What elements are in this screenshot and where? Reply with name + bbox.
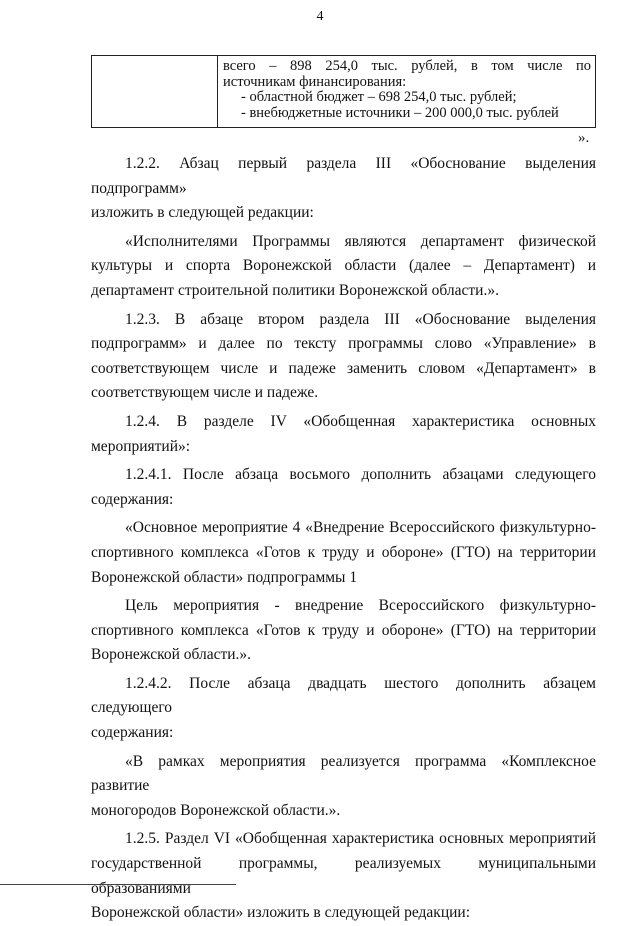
text-line: изложить в следующей редакции:	[91, 204, 314, 222]
text-line: 1.2.3. В абзаце втором раздела III «Обоснование выделения	[125, 310, 596, 328]
closing-quote: ».	[578, 130, 590, 146]
paragraph-1-2-4-2	[91, 672, 596, 746]
paragraph-1-2-4	[91, 410, 596, 459]
text-line: Воронежской области» изложить в следующей редакции:	[91, 904, 471, 922]
paragraph-1-2-5	[91, 827, 596, 925]
text-line: Воронежской области.».	[91, 646, 252, 664]
text-line: государственной программы, реализуемых муниципальными образованиями	[91, 855, 596, 897]
table-left-cell	[92, 56, 218, 128]
paragraph-1-2-4-1	[91, 463, 596, 512]
paragraph-activity-goal	[91, 594, 596, 668]
document-body	[91, 152, 596, 926]
table-line-total: всего – 898 254,0 тыс. рублей, в том числе по	[223, 58, 591, 74]
table-line-extrabudgetary: - внебюджетные источники – 200 000,0 тыс. рублей	[241, 104, 559, 121]
text-line: культуры и спорта Воронежской области (далее – Департамент) и	[91, 257, 596, 275]
text-line: содержания:	[91, 724, 174, 742]
text-line: соответствующем числе и падеже.	[91, 384, 319, 402]
financing-table	[91, 55, 596, 128]
text-line: 1.2.4. В разделе IV «Обобщенная характеристика основных	[125, 412, 596, 430]
text-line: Цель мероприятия - внедрение Всероссийского физкультурно-	[125, 597, 596, 615]
table-right-cell	[218, 56, 596, 128]
paragraph-1-2-3	[91, 308, 596, 406]
text-line: спортивного комплекса «Готов к труду и обороне» (ГТО) на территории	[91, 621, 596, 639]
text-line: спортивного комплекса «Готов к труду и обороне» (ГТО) на территории	[91, 543, 596, 561]
text-line: «Основное мероприятие 4 «Внедрение Всероссийского физкультурно-	[125, 519, 596, 537]
paragraph-1-2-2	[91, 152, 596, 226]
paragraph-executors-quote	[91, 230, 596, 304]
text-line: содержания:	[91, 490, 174, 508]
text-line: Воронежской области» подпрограммы 1	[91, 568, 358, 586]
paragraph-monotowns-quote	[91, 750, 596, 824]
page-number: 4	[316, 9, 324, 24]
table-line-regional-budget: - областной бюджет – 698 254,0 тыс. рублей;	[241, 89, 517, 106]
text-line: соответствующем числе и падеже заменить словом «Департамент» в	[91, 359, 596, 377]
paragraph-main-activity-4	[91, 516, 596, 590]
text-line: моногородов Воронежской области.».	[91, 801, 341, 819]
footer-rule	[0, 884, 236, 885]
text-line: подпрограмм» и далее по тексту программы слово «Управление» в	[91, 335, 596, 353]
text-line: департамент строительной политики Воронежской области.».	[91, 281, 499, 299]
table-row	[92, 56, 596, 128]
text-line: «В рамках мероприятия реализуется программа «Комплексное развитие	[91, 752, 596, 795]
text-line: «Исполнителями Программы являются департамент физической	[125, 232, 596, 250]
table-line-sources: источникам финансирования:	[223, 73, 407, 90]
text-line: 1.2.4.1. После абзаца восьмого дополнить абзацами следующего	[125, 466, 596, 484]
text-line: 1.2.5. Раздел VI «Обобщенная характеристика основных мероприятий	[125, 830, 596, 848]
text-line: 1.2.4.2. После абзаца двадцать шестого дополнить абзацем следующего	[91, 674, 596, 717]
text-line: мероприятий»:	[91, 437, 191, 455]
text-line: 1.2.2. Абзац первый раздела III «Обоснование выделения подпрограмм»	[91, 155, 596, 197]
